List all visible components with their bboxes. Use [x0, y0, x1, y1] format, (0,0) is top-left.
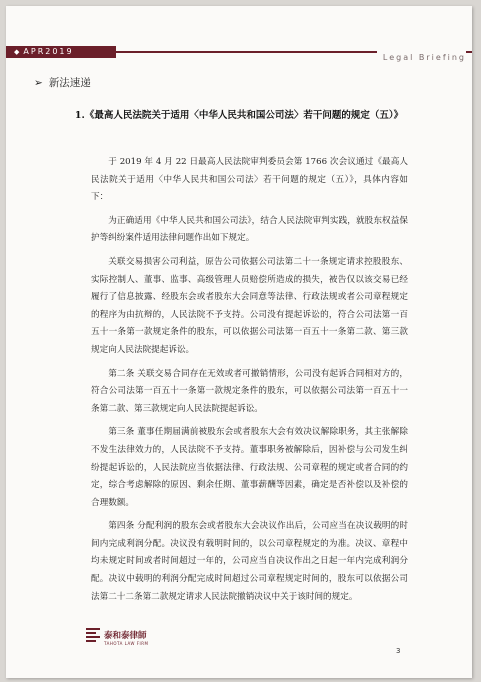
- article-title: 1.《最高人民法院关于适用〈中华人民共和国公司法〉若干问题的规定（五）》: [74, 110, 404, 121]
- issue-tag: [6, 46, 116, 58]
- page-number: 3: [396, 647, 401, 655]
- paragraph: 第三条 董事任期届满前被股东会或者股东大会有效决议解除职务，其主张解除不发生法律效力的，人民法院不予支持。董事职务被解除后，因补偿与公司发生纠纷提起诉讼的，人民法院应当依据法律、行政法规、公司章程的规定或者合同的约定，综合考虑解除的原因、剩余任期、董事薪酬等因素，确定是否补偿以及补偿的合理数额。: [91, 427, 408, 508]
- issue-label: APR2019: [23, 47, 74, 56]
- document-page: [6, 6, 472, 678]
- paragraph: 于 2019 年 4 月 22 日最高人民法院审判委员会第 1766 次会议通过《最高人民法院关于适用〈中华人民共和国公司法〉若干问题的规定（五）》，具体内容如下：: [91, 157, 408, 203]
- arrow-right-icon: ➢: [34, 77, 43, 89]
- firm-name-en: TAHOTA LAW FIRM: [104, 641, 149, 646]
- paragraph: 为正确适用《中华人民共和国公司法》，结合人民法院审判实践，就股东权益保护等纠纷案件适用法律问题作出如下规定。: [91, 215, 408, 244]
- firm-name: 泰和泰律師: [104, 631, 147, 641]
- section-heading: [34, 75, 91, 90]
- publication-name: Legal Briefing: [377, 51, 466, 63]
- paragraph: 关联交易损害公司利益，原告公司依据公司法第二十一条规定请求控股股东、实际控制人、董事、监事、高级管理人员赔偿所造成的损失，被告仅以该交易已经履行了信息披露、经股东会或者股东大会同意等法律、行政法规或者公司章程规定的程序为由抗辩的，人民法院不予支持。公司没有提起诉讼的，符合公司法第一百五十一条第一款规定条件的股东，可以依据公司法第一百五十一条第二款、第三款规定向人民法院提起诉讼。: [91, 256, 408, 355]
- firm-logo-icon: [86, 628, 100, 646]
- paragraph: 第四条 分配利润的股东会或者股东大会决议作出后，公司应当在决议载明的时间内完成利润分配。决议没有载明时间的，以公司章程规定的为准。决议、章程中均未规定时间或者时间超过一年的，公司应当自决议作出之日起一年内完成利润分配。决议中载明的利润分配完成时间超过公司章程规定时间的，股东可以依据公司法第二十二条第二款规定请求人民法院撤销决议中关于该时间的规定。: [91, 521, 408, 602]
- header-banner: [6, 46, 472, 62]
- article-body: [91, 154, 408, 612]
- section-title: 新法速递: [48, 77, 91, 89]
- paragraph: 第二条 关联交易合同存在无效或者可撤销情形，公司没有起诉合同相对方的，符合公司法第一百五十一条第一款规定条件的股东，可以依据公司法第一百五十一条第二款、第三款规定向人民法院提起诉讼。: [91, 368, 408, 414]
- diamond-icon: ◆: [14, 48, 22, 56]
